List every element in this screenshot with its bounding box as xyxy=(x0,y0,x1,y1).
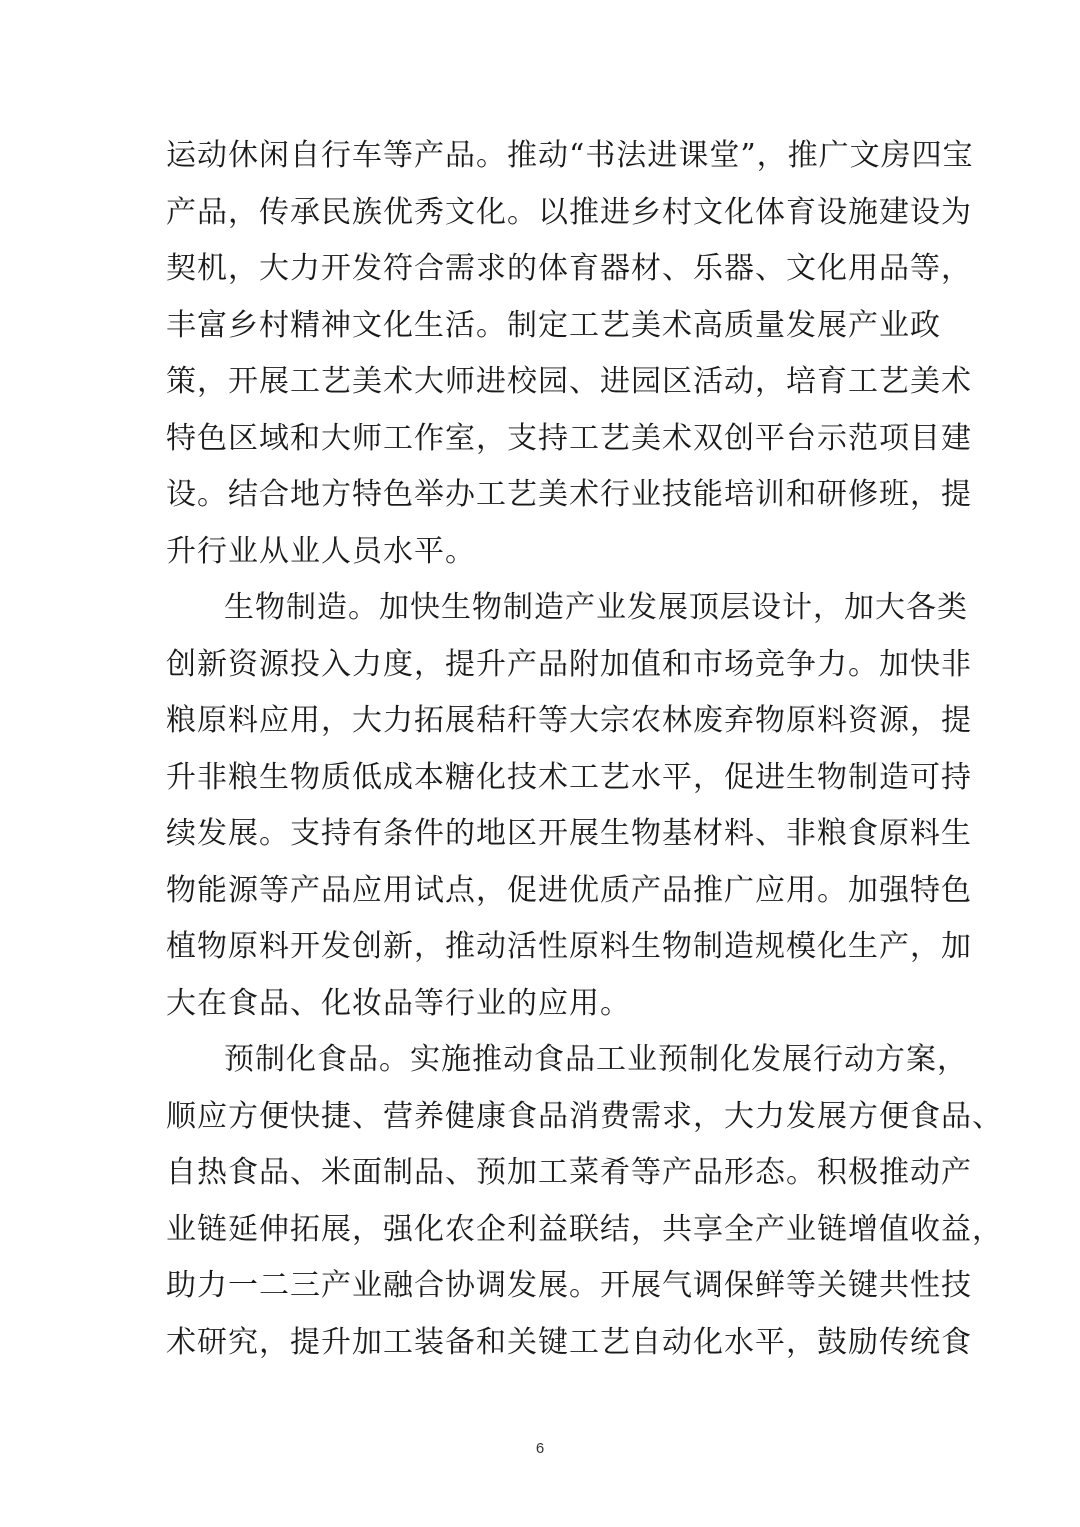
text-line: 产品，传承民族优秀文化。以推进乡村文化体育设施建设为 xyxy=(166,194,972,230)
page-number: 6 xyxy=(535,1440,545,1457)
text-line: 顺应方便快捷、营养健康食品消费需求，大力发展方便食品、 xyxy=(166,1098,1003,1134)
text-line: 植物原料开发创新，推动活性原料生物制造规模化生产，加 xyxy=(166,929,972,964)
text-line: 物能源等产品应用试点，促进优质产品推广应用。加强特色 xyxy=(166,872,972,908)
text-line: 特色区域和大师工作室，支持工艺美术双创平台示范项目建 xyxy=(166,420,972,456)
text-line: 丰富乡村精神文化生活。制定工艺美术高质量发展产业政 xyxy=(166,307,941,343)
text-line: 业链延伸拓展，强化农企利益联结，共享全产业链增值收益， xyxy=(166,1211,1003,1247)
text-line: 策，开展工艺美术大师进校园、进园区活动，培育工艺美术 xyxy=(166,364,972,399)
text-line: 升行业从业人员水平。 xyxy=(166,533,476,569)
paragraph-start-line: 生物制造。加快生物制造产业发展顶层设计，加大各类 xyxy=(224,590,968,625)
text-line: 粮原料应用，大力拓展秸秆等大宗农林废弃物原料资源，提 xyxy=(166,703,972,738)
text-line: 升非粮生物质低成本糖化技术工艺水平，促进生物制造可持 xyxy=(166,759,972,795)
text-line: 自热食品、米面制品、预加工菜肴等产品形态。积极推动产 xyxy=(166,1155,972,1190)
text-line: 创新资源投入力度，提升产品附加值和市场竞争力。加快非 xyxy=(166,646,972,682)
text-line: 契机，大力开发符合需求的体育器材、乐器、文化用品等， xyxy=(166,251,972,286)
body-text xyxy=(166,128,1003,1371)
text-line: 续发展。支持有条件的地区开展生物基材料、非粮食原料生 xyxy=(166,816,972,851)
text-line: 大在食品、化妆品等行业的应用。 xyxy=(166,985,631,1021)
text-line: 设。结合地方特色举办工艺美术行业技能培训和研修班，提 xyxy=(166,477,972,512)
text-line: 术研究，提升加工装备和关键工艺自动化水平，鼓励传统食 xyxy=(166,1324,972,1360)
text-line: 运动休闲自行车等产品。推动“书法进课堂”，推广文房四宝 xyxy=(166,138,974,173)
paragraph-start-line: 预制化食品。实施推动食品工业预制化发展行动方案， xyxy=(224,1042,968,1077)
text-line: 助力一二三产业融合协调发展。开展气调保鲜等关键共性技 xyxy=(166,1268,972,1303)
